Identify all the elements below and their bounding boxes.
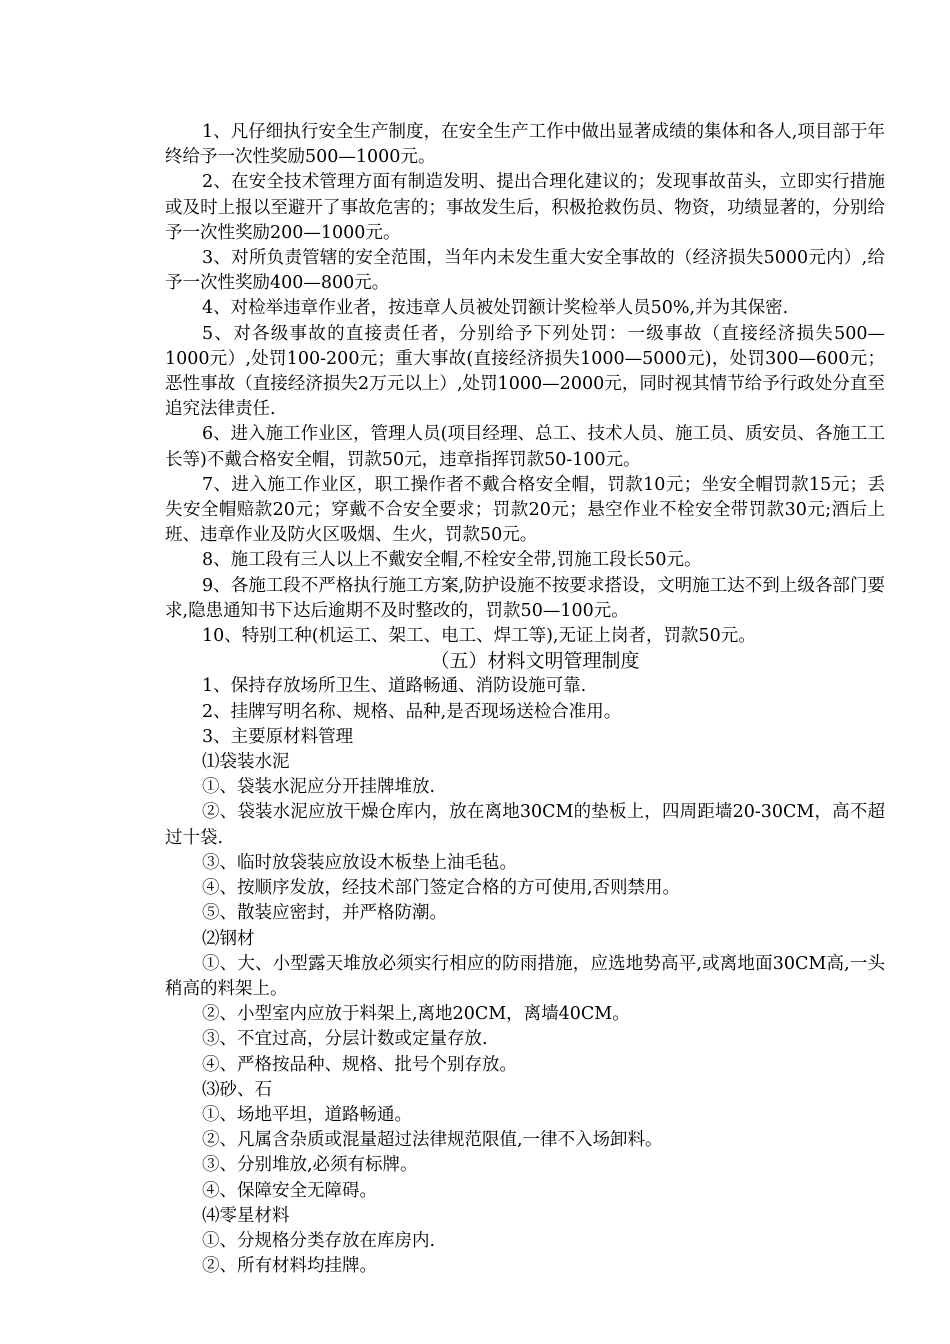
material-rule-3: 3、主要原材料管理 — [202, 726, 354, 747]
cement-item-4: ④、按顺序发放，经技术部门签定合格的方可使用,否则禁用。 — [202, 878, 681, 899]
reward-clause-1: 1、凡仔细执行安全生产制度，在安全生产工作中做出显著成绩的集体和各人,项目部于年终给予一次性奖励500—1000元。 — [165, 122, 885, 168]
cement-item-5: ⑤、散装应密封，并严格防潮。 — [202, 903, 447, 924]
steel-item-3: ③、不宜过高，分层计数或定量存放. — [202, 1029, 488, 1050]
sand-item-2: ②、凡属含杂质或混量超过法律规范限值,一律不入场卸料。 — [202, 1130, 663, 1151]
cement-item-1: ①、袋装水泥应分开挂牌堆放. — [202, 777, 436, 798]
misc-item-2: ②、所有材料均挂牌。 — [202, 1256, 377, 1277]
cement-item-3: ③、临时放袋装应放设木板垫上油毛毡。 — [202, 852, 517, 873]
penalty-clause-5: 5、对各级事故的直接责任者，分别给予下列处罚：一级事故（直接经济损失500—1000元）,处罚100-200元；重大事故(直接经济损失1000—5000元)，处罚300—600元；恶性事故（直接经济损失2万元以上）,处罚1000—2000元，同时视其情节给予行政处分直至追究法律责任. — [165, 323, 885, 420]
misc-item-1: ①、分规格分类存放在库房内. — [202, 1230, 436, 1251]
penalty-clause-10: 10、特别工种(机运工、架工、电工、焊工等),无证上岗者，罚款50元。 — [202, 626, 756, 647]
sand-item-4: ④、保障安全无障碍。 — [202, 1180, 377, 1201]
subsection-misc: ⑷零星材料 — [202, 1205, 290, 1226]
steel-item-4: ④、严格按品种、规格、批号个别存放。 — [202, 1054, 517, 1075]
material-rule-1: 1、保持存放场所卫生、道路畅通、消防设施可靠. — [202, 676, 587, 697]
reward-clause-3: 3、对所负责管辖的安全范围，当年内未发生重大安全事故的（经济损失5000元内）,给予一次性奖励400—800元。 — [165, 248, 885, 294]
section-heading: （五）材料文明管理制度 — [430, 650, 640, 673]
subsection-sand-stone: ⑶砂、石 — [202, 1079, 272, 1100]
steel-item-1: ①、大、小型露天堆放必须实行相应的防雨措施，应选地势高平,或离地面30CM高,一头稍高的料架上。 — [165, 953, 885, 999]
sand-item-3: ③、分别堆放,必须有标牌。 — [202, 1155, 418, 1176]
subsection-steel: ⑵钢材 — [202, 928, 255, 949]
document-page — [165, 120, 885, 1279]
steel-item-2: ②、小型室内应放于料架上,离地20CM，离墙40CM。 — [202, 1004, 630, 1025]
sand-item-1: ①、场地平坦，道路畅通。 — [202, 1104, 412, 1125]
cement-item-2: ②、袋装水泥应放干燥仓库内，放在离地30CM的垫板上，四周距墙20-30CM，高不超过十袋. — [165, 802, 885, 848]
reward-clause-2: 2、在安全技术管理方面有制造发明、提出合理化建议的；发现事故苗头，立即实行措施或及时上报以至避开了事故危害的；事故发生后，积极抢救伤员、物资，功绩显著的，分别给予一次性奖励200—1000元。 — [165, 172, 885, 243]
subsection-cement: ⑴袋装水泥 — [202, 752, 290, 773]
penalty-clause-6: 6、进入施工作业区，管理人员(项目经理、总工、技术人员、施工员、质安员、各施工工长等)不戴合格安全帽，罚款50元，违章指挥罚款50-100元。 — [165, 424, 885, 470]
material-rule-2: 2、挂牌写明名称、规格、品种,是否现场送检合准用。 — [202, 701, 622, 722]
penalty-clause-9: 9、各施工段不严格执行施工方案,防护设施不按要求搭设，文明施工达不到上级各部门要求,隐患通知书下达后逾期不及时整改的，罚款50—100元。 — [165, 575, 885, 621]
penalty-clause-8: 8、施工段有三人以上不戴安全帽,不栓安全带,罚施工段长50元。 — [202, 550, 702, 571]
reward-clause-4: 4、对检举违章作业者，按违章人员被处罚额计奖检举人员50%,并为其保密. — [202, 298, 789, 319]
penalty-clause-7: 7、进入施工作业区，职工操作者不戴合格安全帽，罚款10元；坐安全帽罚款15元；丢失安全帽赔款20元；穿戴不合安全要求；罚款20元；悬空作业不栓安全带罚款30元;酒后上班、违章作业及防火区吸烟、生火，罚款50元。 — [165, 474, 885, 546]
